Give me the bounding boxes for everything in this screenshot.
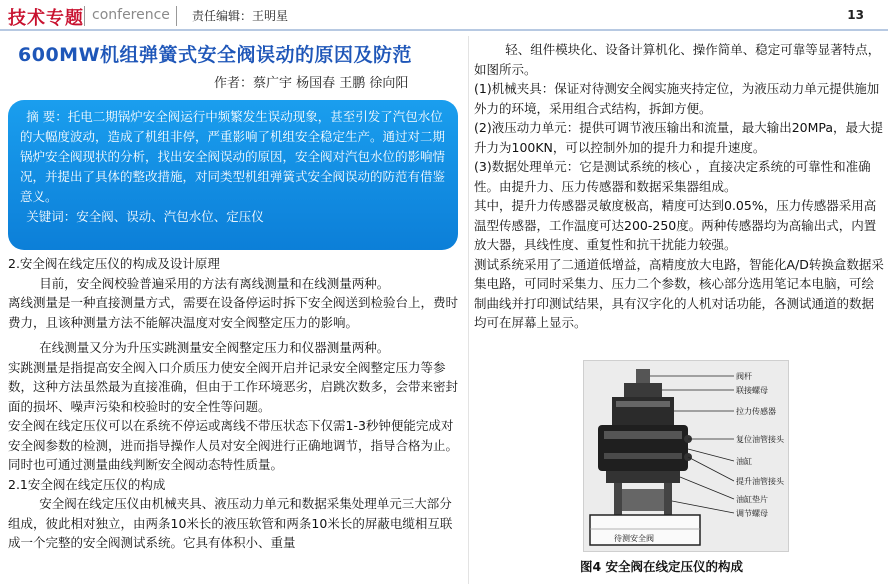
column-brand-english: conference	[92, 7, 170, 23]
abstract-box	[8, 100, 458, 250]
paragraph: (3)数据处理单元：它是测试系统的核心 ，直接决定系统的可靠性和准确性。由提升力、压力传感器和数据采集器组成。	[474, 159, 871, 194]
paragraph: (2)液压动力单元：提供可调节液压输出和流量，最大输出20MPa，最大提升力为100KN，可以控制外加的提升力和提升速度。	[474, 120, 884, 155]
paragraph: 在线测量又分为升压实跳测量安全阀整定压力和仪器测量两种。	[39, 340, 390, 355]
figure-label: 联接螺母	[736, 386, 768, 395]
paragraph: 离线测量是一种直接测量方式，需要在设备停运时拆下安全阀送到检验台上，费时费力，且该种测量方法不能解决温度对安全阀整定压力的影响。	[8, 295, 459, 330]
column-brand: 技术专题	[8, 8, 84, 29]
figure-label: 油缸垫片	[736, 495, 768, 504]
figure-caption: 图4 安全阀在线定压仪的构成	[580, 559, 744, 574]
figure-label: 提升油管接头	[736, 477, 784, 486]
device-figure	[583, 360, 789, 552]
figure-label: 阀杆	[736, 372, 752, 381]
article-authors: 作者：蔡广宇 杨国春 王鹏 徐向阳	[214, 76, 409, 91]
paragraph: 安全阀在线定压仪可以在系统不停运或离线不带压状态下仅需1-3秒钟便能完成对安全阀参数的检测，进而指导操作人员对安全阀进行正确地调节，指导合格为止。同时也可通过测量曲线判断安全阀动态特性质量。	[8, 418, 459, 472]
responsible-editor: 责任编辑：王明星	[192, 9, 289, 23]
header-divider	[176, 6, 177, 26]
figure-label: 油缸	[736, 457, 752, 466]
paragraph: 测试系统采用了二通道低增益，高精度放大电路，智能化A/D转换盒数据采集电路，可同时采集力、压力二个参数，核心部分选用笔记本电脑，可绘制曲线并打印测试结果，具有汉字化的人机对话功能，各测试通道的数据均可在屏幕上显示。	[474, 256, 884, 330]
keywords: 关键词：安全阀、误动、汽包水位、定压仪	[26, 209, 264, 224]
section-heading: 2.安全阀在线定压仪的构成及设计原理	[8, 256, 220, 271]
paragraph: (1)机械夹具：保证对待测安全阀实施夹持定位，为液压动力单元提供施加外力的环境，采用组合式结构，拆卸方便。	[474, 81, 880, 116]
figure-label: 调节螺母	[736, 509, 768, 518]
right-column-body	[474, 40, 884, 333]
header-rule	[0, 29, 888, 31]
paragraph: 目前，安全阀校验普遍采用的方法有离线测量和在线测量两种。	[39, 275, 390, 291]
subsection-heading: 2.1安全阀在线定压仪的构成	[8, 476, 166, 492]
figure-label: 复位油管接头	[736, 435, 784, 444]
page-header	[0, 0, 888, 30]
header-divider	[84, 6, 85, 26]
paragraph: 轻、组件模块化、设备计算机化、操作简单、稳定可靠等显著特点，如图所示。	[474, 42, 881, 77]
abstract-text: 摘 要：托电二期锅炉安全阀运行中频繁发生误动现象，甚至引发了汽包水位的大幅度波动，造成了机组非停，严重影响了机组安全稳定生产。通过对二期锅炉安全阀现状的分析，找出安全阀误动的原因，安全阀对汽包水位的影响情况，并提出了具体的整改措施，对同类型机组弹簧式安全阀误动的防范有借鉴意义。	[20, 109, 446, 204]
paragraph: 其中，提升力传感器灵敏度极高，精度可达到0.05%，压力传感器采用高温型传感器，工作温度可达200-250度。两种传感器均为高输出式，内置放大器，具线性度、重复性和抗干扰能力较强。	[474, 198, 877, 252]
figure-label: 拉力传感器	[736, 407, 776, 416]
article-title: 600MW机组弹簧式安全阀误动的原因及防范	[18, 44, 413, 66]
safety-valve-tester-diagram	[584, 361, 788, 551]
page-number: 13	[847, 8, 864, 22]
left-column-body	[8, 254, 464, 553]
paragraph: 实跳测量是指提高安全阀入口介质压力使安全阀开启并记录安全阀整定压力等参数，这种方法虽然最为直接准确，但由于工作环境恶劣，启跳次数多，会带来密封面的损坏、噪声污染和校验时的安全性等问题。	[8, 359, 459, 414]
figure-label: 待测安全阀	[614, 534, 654, 543]
paragraph: 安全阀在线定压仪由机械夹具、液压动力单元和数据采集处理单元三大部分组成，彼此相对独立，由两条10米长的液压软管和两条10米长的屏蔽电缆相互联成一个完整的安全阀测试系统。它具有体积小、重量	[8, 496, 453, 550]
column-separator	[468, 36, 469, 584]
